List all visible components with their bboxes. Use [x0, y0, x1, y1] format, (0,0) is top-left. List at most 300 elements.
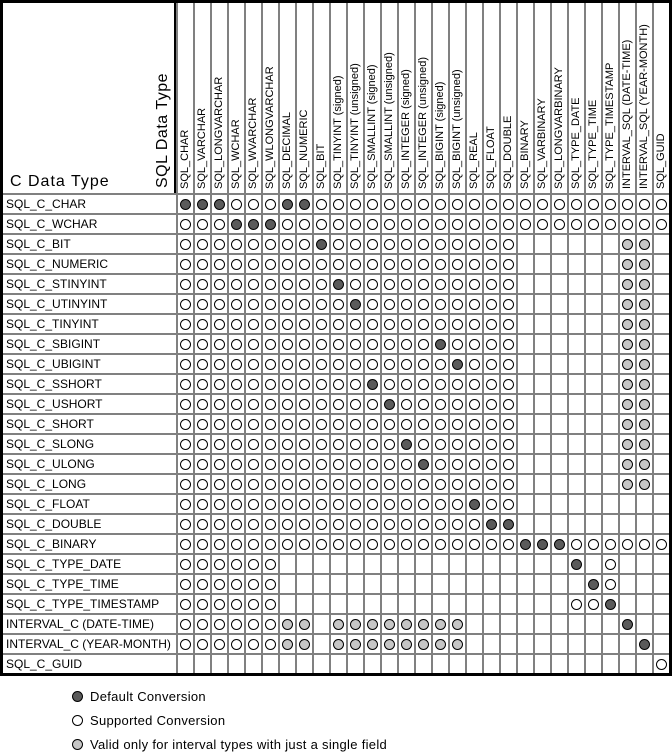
supported-conversion-circle [367, 439, 378, 450]
conversion-cell [450, 495, 465, 513]
conversion-cell [348, 435, 363, 453]
conversion-cell [416, 415, 431, 433]
conversion-cell [297, 415, 312, 433]
column-header [467, 3, 482, 193]
conversion-cell [586, 495, 601, 513]
conversion-cell [433, 295, 448, 313]
conversion-cell [637, 615, 652, 633]
supported-conversion-circle [656, 659, 667, 670]
supported-conversion-circle [180, 239, 191, 250]
supported-conversion-circle [282, 459, 293, 470]
conversion-cell [348, 395, 363, 413]
supported-conversion-circle [384, 319, 395, 330]
conversion-cell [484, 195, 499, 213]
supported-conversion-circle [367, 319, 378, 330]
supported-conversion-circle [571, 219, 582, 230]
supported-conversion-circle [316, 519, 327, 530]
conversion-cell [416, 335, 431, 353]
supported-conversion-circle [367, 419, 378, 430]
default-conversion-circle [367, 379, 378, 390]
conversion-cell [535, 235, 550, 253]
conversion-cell [586, 555, 601, 573]
conversion-cell [552, 415, 567, 433]
supported-conversion-circle [231, 519, 242, 530]
conversion-cell [365, 195, 380, 213]
supported-conversion-circle [452, 479, 463, 490]
conversion-cell [229, 375, 244, 393]
conversion-cell [178, 335, 193, 353]
conversion-cell [297, 495, 312, 513]
conversion-cell [416, 515, 431, 533]
supported-conversion-circle [350, 279, 361, 290]
conversion-cell [433, 335, 448, 353]
default-conversion-circle [486, 519, 497, 530]
conversion-cell [433, 455, 448, 473]
conversion-cell [433, 495, 448, 513]
conversion-cell [467, 655, 482, 673]
supported-conversion-circle [265, 379, 276, 390]
conversion-cell [246, 215, 261, 233]
default-conversion-circle [418, 459, 429, 470]
conversion-cell [280, 615, 295, 633]
supported-conversion-circle [299, 219, 310, 230]
supported-conversion-circle [503, 239, 514, 250]
supported-conversion-circle [265, 319, 276, 330]
conversion-cell [603, 375, 618, 393]
conversion-cell [467, 575, 482, 593]
conversion-cell [365, 255, 380, 273]
supported-conversion-circle [401, 319, 412, 330]
supported-conversion-circle [367, 539, 378, 550]
conversion-cell [280, 255, 295, 273]
conversion-cell [365, 515, 380, 533]
conversion-cell [178, 255, 193, 273]
conversion-cell [246, 515, 261, 533]
conversion-cell [603, 355, 618, 373]
conversion-cell [603, 295, 618, 313]
supported-conversion-circle [265, 259, 276, 270]
conversion-cell [620, 555, 635, 573]
conversion-cell [178, 315, 193, 333]
conversion-cell [569, 475, 584, 493]
conversion-cell [620, 215, 635, 233]
conversion-cell [416, 315, 431, 333]
supported-conversion-circle [299, 239, 310, 250]
conversion-cell [416, 355, 431, 373]
supported-conversion-circle [350, 219, 361, 230]
supported-conversion-circle [469, 439, 480, 450]
conversion-cell [212, 235, 227, 253]
conversion-cell [399, 615, 414, 633]
conversion-cell [484, 415, 499, 433]
supported-conversion-circle [180, 299, 191, 310]
conversion-cell [229, 275, 244, 293]
supported-conversion-circle [384, 379, 395, 390]
conversion-cell [620, 255, 635, 273]
conversion-cell [416, 555, 431, 573]
supported-conversion-circle [435, 379, 446, 390]
conversion-cell [280, 355, 295, 373]
supported-conversion-circle [350, 539, 361, 550]
supported-conversion-circle [197, 219, 208, 230]
conversion-cell [450, 635, 465, 653]
supported-conversion-circle [486, 219, 497, 230]
conversion-cell [535, 475, 550, 493]
conversion-cell [552, 335, 567, 353]
supported-conversion-circle [503, 479, 514, 490]
conversion-cell [263, 555, 278, 573]
conversion-cell [569, 355, 584, 373]
supported-conversion-circle [265, 359, 276, 370]
column-header-label: SQL_WLONGVARCHAR [264, 66, 276, 189]
conversion-cell [280, 595, 295, 613]
conversion-cell [450, 335, 465, 353]
conversion-cell [637, 555, 652, 573]
conversion-cell [450, 515, 465, 533]
conversion-cell [586, 595, 601, 613]
column-header-label: SQL_REAL [468, 132, 480, 189]
conversion-cell [382, 495, 397, 513]
supported-conversion-circle [197, 459, 208, 470]
conversion-cell [416, 655, 431, 673]
conversion-cell [620, 315, 635, 333]
interval-only-circle [622, 319, 633, 330]
supported-conversion-circle [571, 599, 582, 610]
row-header: SQL_C_ULONG [3, 455, 176, 473]
supported-conversion-circle [248, 419, 259, 430]
conversion-cell [484, 335, 499, 353]
conversion-cell [467, 395, 482, 413]
supported-conversion-circle [180, 399, 191, 410]
conversion-cell [331, 375, 346, 393]
default-conversion-circle [537, 539, 548, 550]
conversion-cell [331, 355, 346, 373]
column-header-label: SQL_BIT [315, 143, 327, 189]
conversion-cell [280, 575, 295, 593]
conversion-cell [484, 375, 499, 393]
supported-conversion-circle [180, 579, 191, 590]
supported-conversion-circle [231, 259, 242, 270]
supported-conversion-circle [656, 219, 667, 230]
conversion-cell [637, 395, 652, 413]
conversion-cell [348, 515, 363, 533]
conversion-cell [229, 255, 244, 273]
conversion-cell [365, 335, 380, 353]
conversion-cell [603, 555, 618, 573]
column-header-label: SQL_NUMERIC [298, 109, 310, 189]
conversion-cell [263, 235, 278, 253]
conversion-cell [467, 335, 482, 353]
conversion-cell [467, 555, 482, 573]
supported-conversion-circle [435, 319, 446, 330]
conversion-cell [246, 395, 261, 413]
conversion-cell [433, 475, 448, 493]
conversion-cell [178, 475, 193, 493]
supported-conversion-circle [180, 459, 191, 470]
column-header-label: SQL_FLOAT [485, 126, 497, 189]
supported-conversion-circle [503, 439, 514, 450]
supported-conversion-circle [401, 339, 412, 350]
supported-conversion-circle [418, 259, 429, 270]
column-header-label: SQL_INTEGER (signed) [400, 69, 412, 189]
interval-only-circle [622, 399, 633, 410]
supported-conversion-circle [639, 219, 650, 230]
conversion-cell [433, 215, 448, 233]
conversion-cell [263, 515, 278, 533]
conversion-cell [569, 275, 584, 293]
conversion-cell [331, 595, 346, 613]
legend-item-default [72, 689, 672, 704]
conversion-cell [569, 595, 584, 613]
supported-conversion-circle [401, 299, 412, 310]
conversion-cell [484, 395, 499, 413]
conversion-cell [314, 515, 329, 533]
conversion-cell [535, 275, 550, 293]
supported-conversion-circle [367, 199, 378, 210]
conversion-cell [382, 535, 397, 553]
supported-conversion-circle [401, 219, 412, 230]
supported-conversion-circle [418, 279, 429, 290]
conversion-cell [348, 595, 363, 613]
conversion-cell [535, 555, 550, 573]
interval-only-circle [401, 619, 412, 630]
supported-conversion-circle [469, 399, 480, 410]
supported-conversion-circle [656, 199, 667, 210]
column-header [297, 3, 312, 193]
conversion-cell [603, 275, 618, 293]
conversion-cell [365, 635, 380, 653]
column-header [501, 3, 516, 193]
supported-conversion-circle [180, 359, 191, 370]
conversion-cell [297, 255, 312, 273]
supported-conversion-circle [350, 339, 361, 350]
column-header-label: INTERVAL_SQL (DATE-TIME) [621, 39, 633, 189]
supported-conversion-circle [588, 539, 599, 550]
supported-conversion-circle [435, 279, 446, 290]
conversion-cell [246, 355, 261, 373]
conversion-cell [535, 515, 550, 533]
conversion-cell [399, 355, 414, 373]
supported-conversion-circle [571, 539, 582, 550]
conversion-cell [195, 255, 210, 273]
supported-conversion-circle [469, 379, 480, 390]
supported-conversion-circle [282, 219, 293, 230]
supported-conversion-circle [231, 599, 242, 610]
supported-conversion-circle [180, 619, 191, 630]
default-conversion-circle [231, 219, 242, 230]
conversion-cell [586, 235, 601, 253]
default-conversion-circle [72, 691, 83, 702]
conversion-cell [365, 495, 380, 513]
supported-conversion-circle [248, 399, 259, 410]
supported-conversion-circle [588, 199, 599, 210]
conversion-cell [450, 195, 465, 213]
supported-conversion-circle [299, 319, 310, 330]
conversion-cell [416, 595, 431, 613]
interval-only-circle [622, 419, 633, 430]
supported-conversion-circle [639, 539, 650, 550]
supported-conversion-circle [231, 199, 242, 210]
interval-only-circle [72, 739, 83, 750]
supported-conversion-circle [197, 399, 208, 410]
conversion-cell [535, 595, 550, 613]
conversion-cell [433, 515, 448, 533]
supported-conversion-circle [265, 419, 276, 430]
supported-conversion-circle [469, 299, 480, 310]
supported-conversion-circle [639, 199, 650, 210]
conversion-cell [586, 455, 601, 473]
supported-conversion-circle [384, 199, 395, 210]
conversion-cell [620, 395, 635, 413]
column-header-label: SQL_GUID [655, 133, 667, 189]
conversion-cell [178, 295, 193, 313]
supported-conversion-circle [452, 439, 463, 450]
conversion-cell [535, 535, 550, 553]
supported-conversion-circle [333, 259, 344, 270]
supported-conversion-circle [418, 359, 429, 370]
supported-conversion-circle [180, 599, 191, 610]
column-header [637, 3, 652, 193]
conversion-cell [331, 655, 346, 673]
conversion-cell [314, 635, 329, 653]
conversion-cell [229, 615, 244, 633]
conversion-cell [433, 575, 448, 593]
conversion-cell [280, 295, 295, 313]
conversion-cell [569, 235, 584, 253]
conversion-cell [212, 595, 227, 613]
conversion-cell [637, 195, 652, 213]
conversion-cell [484, 255, 499, 273]
supported-conversion-circle [367, 479, 378, 490]
conversion-cell [433, 395, 448, 413]
supported-conversion-circle [248, 379, 259, 390]
conversion-cell [535, 655, 550, 673]
supported-conversion-circle [605, 539, 616, 550]
supported-conversion-circle [316, 499, 327, 510]
conversion-cell [433, 355, 448, 373]
supported-conversion-circle [605, 579, 616, 590]
default-conversion-circle [639, 639, 650, 650]
conversion-cell [348, 535, 363, 553]
supported-conversion-circle [180, 339, 191, 350]
supported-conversion-circle [435, 359, 446, 370]
conversion-cell [229, 535, 244, 553]
conversion-cell [552, 215, 567, 233]
supported-conversion-circle [452, 239, 463, 250]
conversion-cell [620, 235, 635, 253]
supported-conversion-circle [384, 439, 395, 450]
conversion-cell [654, 595, 669, 613]
interval-only-circle [639, 399, 650, 410]
conversion-cell [569, 295, 584, 313]
column-header-label: SQL_SMALLINT (signed) [366, 64, 378, 189]
supported-conversion-circle [265, 239, 276, 250]
supported-conversion-circle [316, 359, 327, 370]
conversion-cell [637, 515, 652, 533]
supported-conversion-circle [265, 279, 276, 290]
conversion-cell [399, 515, 414, 533]
default-conversion-circle [571, 559, 582, 570]
conversion-cell [314, 475, 329, 493]
conversion-cell [314, 555, 329, 573]
conversion-cell [399, 295, 414, 313]
conversion-cell [501, 435, 516, 453]
supported-conversion-circle [282, 359, 293, 370]
conversion-cell [501, 495, 516, 513]
row-header: SQL_C_USHORT [3, 395, 176, 413]
conversion-cell [382, 475, 397, 493]
column-header-label: SQL_LONGVARCHAR [213, 76, 225, 189]
conversion-cell [518, 295, 533, 313]
conversion-cell [382, 555, 397, 573]
conversion-cell [603, 195, 618, 213]
interval-only-circle [639, 419, 650, 430]
interval-only-circle [299, 639, 310, 650]
interval-only-circle [622, 279, 633, 290]
conversion-cell [467, 315, 482, 333]
supported-conversion-circle [316, 399, 327, 410]
conversion-cell [212, 295, 227, 313]
conversion-cell [212, 475, 227, 493]
supported-conversion-circle [418, 339, 429, 350]
supported-conversion-circle [418, 199, 429, 210]
conversion-cell [331, 295, 346, 313]
conversion-cell [314, 315, 329, 333]
conversion-cell [620, 535, 635, 553]
conversion-cell [518, 375, 533, 393]
conversion-cell [501, 255, 516, 273]
supported-conversion-circle [452, 299, 463, 310]
supported-conversion-circle [197, 559, 208, 570]
conversion-cell [586, 475, 601, 493]
conversion-cell [229, 335, 244, 353]
supported-conversion-circle [452, 199, 463, 210]
supported-conversion-circle [214, 299, 225, 310]
conversion-cell [637, 255, 652, 273]
supported-conversion-circle [180, 379, 191, 390]
conversion-cell [569, 195, 584, 213]
supported-conversion-circle [180, 539, 191, 550]
conversion-cell [433, 195, 448, 213]
conversion-cell [450, 535, 465, 553]
conversion-cell [195, 235, 210, 253]
supported-conversion-circle [231, 579, 242, 590]
supported-conversion-circle [282, 299, 293, 310]
conversion-cell [178, 375, 193, 393]
interval-only-circle [639, 339, 650, 350]
row-header: SQL_C_BIT [3, 235, 176, 253]
conversion-cell [518, 275, 533, 293]
supported-conversion-circle [316, 419, 327, 430]
conversion-cell [620, 635, 635, 653]
conversion-cell [518, 235, 533, 253]
conversion-cell [501, 615, 516, 633]
conversion-cell [603, 255, 618, 273]
conversion-cell [178, 615, 193, 633]
corner-header-cell [3, 3, 176, 193]
column-header-label: SQL_WVARCHAR [247, 97, 259, 189]
conversion-cell [246, 255, 261, 273]
conversion-cell [654, 295, 669, 313]
supported-conversion-circle [384, 339, 395, 350]
supported-conversion-circle [350, 499, 361, 510]
conversion-cell [654, 575, 669, 593]
conversion-cell [314, 275, 329, 293]
conversion-cell [484, 575, 499, 593]
supported-conversion-circle [503, 259, 514, 270]
conversion-cell [178, 455, 193, 473]
conversion-cell [365, 215, 380, 233]
